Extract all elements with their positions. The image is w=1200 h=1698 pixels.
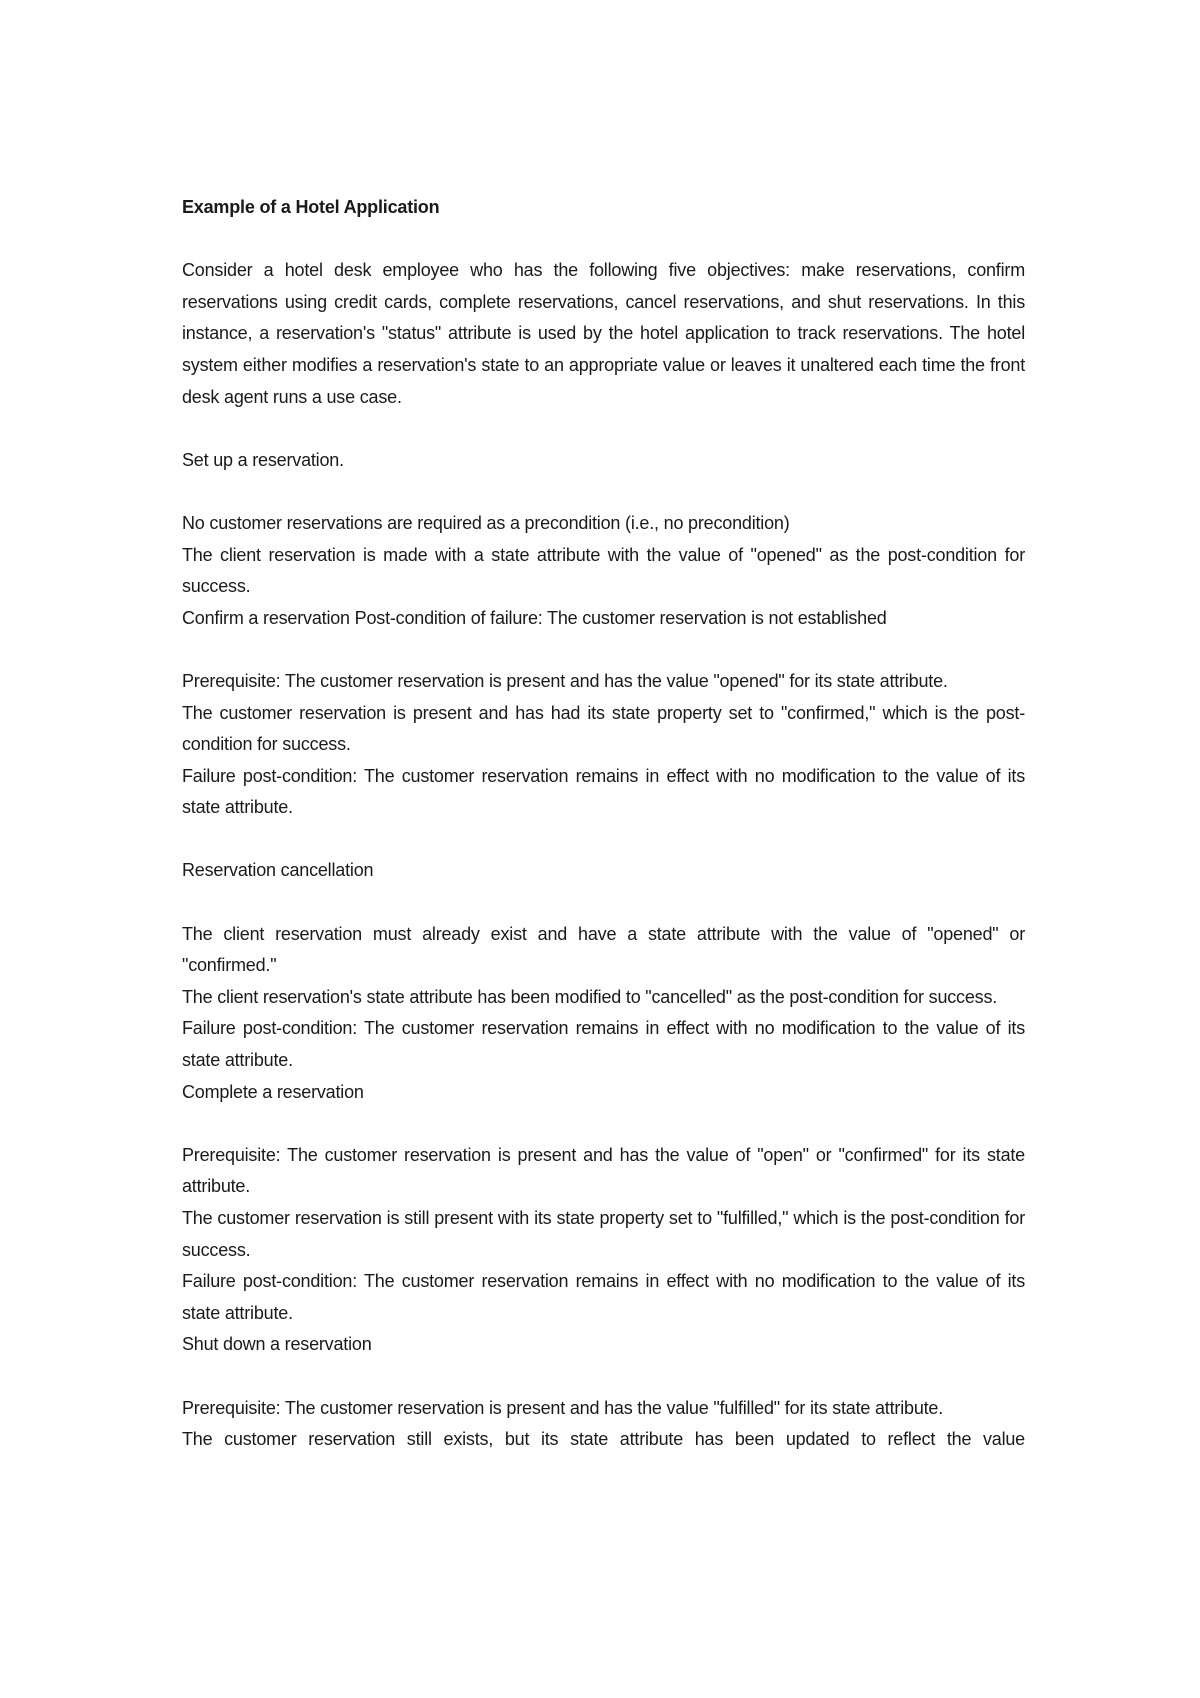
setup-heading: Set up a reservation. [182, 449, 344, 470]
setup-precondition: No customer reservations are required as a precondition (i.e., no precondition) [182, 512, 790, 533]
complete-success: The customer reservation is still present with its state property set to "fulfilled," which is the post-condition for success. [182, 1208, 1025, 1260]
confirm-success: The customer reservation is present and has had its state property set to "confirmed," which is the post-condition for success. [182, 702, 1025, 755]
spacer [182, 1361, 1025, 1393]
shutdown-heading: Shut down a reservation [182, 1334, 372, 1355]
complete-failure: Failure post-condition: The customer reservation remains in effect with no modification to the value of its state attribute. [182, 1271, 1025, 1323]
cancel-success: The client reservation's state attribute has been modified to "cancelled" as the post-condition for success. [182, 986, 998, 1007]
cancel-precondition: The client reservation must already exist and have a state attribute with the value of "opened" or "confirmed." [182, 923, 1025, 976]
confirm-prerequisite: Prerequisite: The customer reservation is present and has the value "opened" for its state attribute. [182, 670, 948, 691]
document-title: Example of a Hotel Application [182, 197, 440, 217]
setup-failure: Confirm a reservation Post-condition of failure: The customer reservation is not established [182, 607, 887, 628]
spacer [182, 887, 1025, 919]
spacer [182, 413, 1025, 445]
complete-prerequisite: Prerequisite: The customer reservation is present and has the value of "open" or "confirmed" for its state attribute. [182, 1144, 1025, 1197]
cancel-failure: Failure post-condition: The customer reservation remains in effect with no modification to the value of its state attribute. [182, 1018, 1025, 1071]
spacer [182, 1108, 1025, 1140]
cancel-heading: Reservation cancellation [182, 860, 374, 881]
setup-success: The client reservation is made with a state attribute with the value of "opened" as the post-condition for success. [182, 544, 1025, 597]
shutdown-success-partial: The customer reservation still exists, but its state attribute has been updated to reflect the value [182, 1429, 1025, 1450]
spacer [182, 476, 1025, 508]
spacer [182, 634, 1025, 666]
document-page [182, 192, 1025, 1456]
intro-paragraph: Consider a hotel desk employee who has the following five objectives: make reservations, confirm reservations using credit cards, complete reservations, cancel reservations, and shut reservations. In this instance, a reservation's "status" attribute is used by the hotel application to track reservations. The hotel system either modifies a reservation's state to an appropriate value or leaves it unaltered each time the front desk agent runs a use case. [182, 260, 1025, 407]
shutdown-prerequisite: Prerequisite: The customer reservation is present and has the value "fulfilled" for its state attribute. [182, 1397, 944, 1418]
complete-heading: Complete a reservation [182, 1081, 364, 1102]
confirm-failure: Failure post-condition: The customer reservation remains in effect with no modification to the value of its state attribute. [182, 765, 1025, 818]
spacer [182, 824, 1025, 856]
